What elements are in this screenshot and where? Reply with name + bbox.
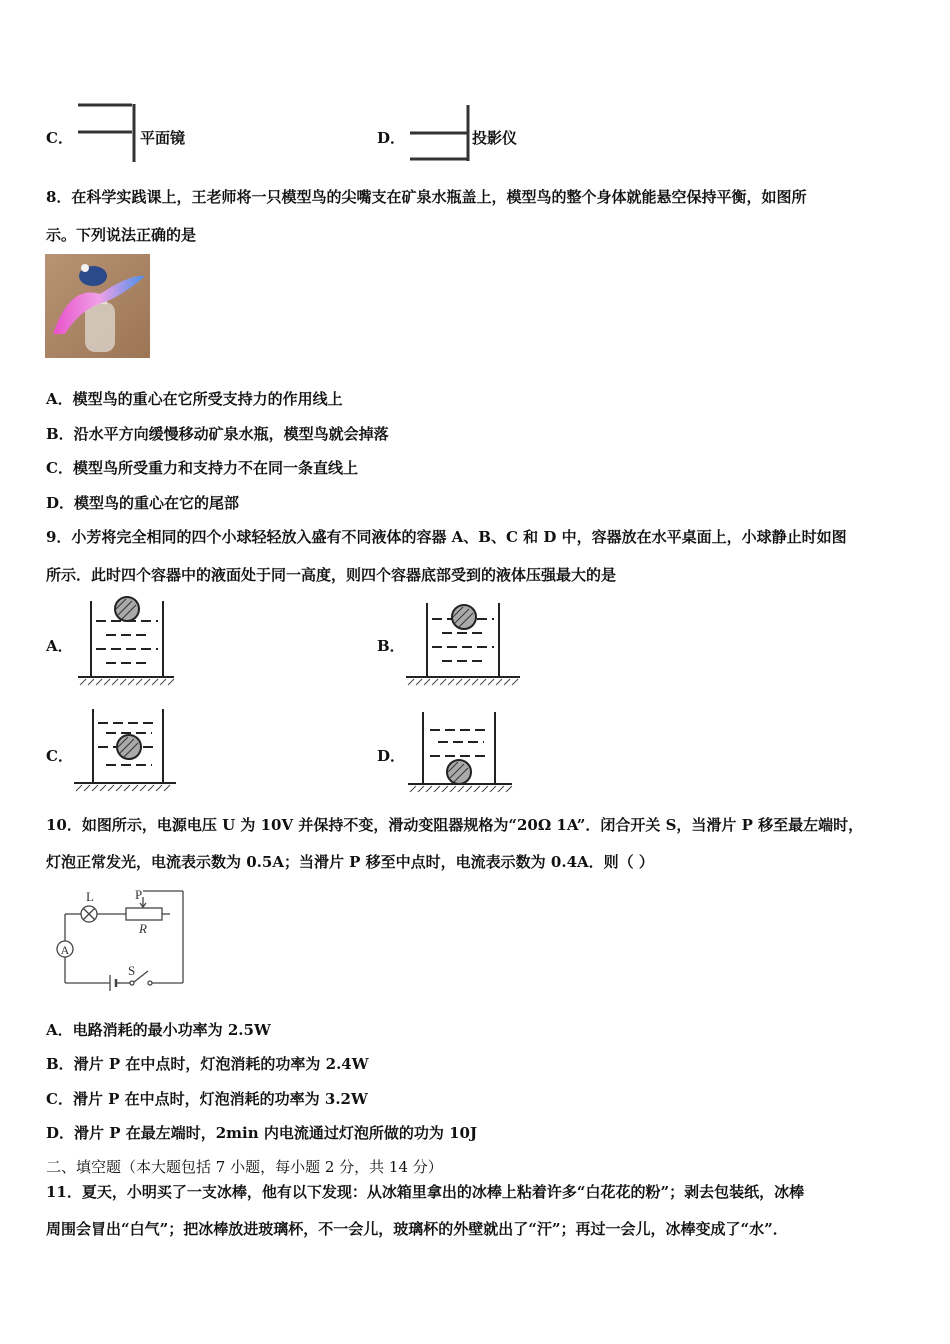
- container-d-figure: [406, 708, 516, 796]
- q11-stem-line1: 11．夏天，小明买了一支冰棒，他有以下发现：从冰箱里拿出的冰棒上粘着许多“白花花的粉”；剥去包装纸，冰棒: [46, 1183, 805, 1201]
- q8-option-c: C．模型鸟所受重力和支持力不在同一条直线上: [46, 459, 358, 477]
- container-a-figure: [76, 593, 176, 689]
- q9-stem-line1: 9．小芳将完全相同的四个小球轻轻放入盛有不同液体的容器 A、B、C 和 D 中，容器放在水平桌面上，小球静止时如图: [46, 528, 847, 546]
- q10-option-d: D．滑片 P 在最左端时，2min 内电流通过灯泡所做的功为 10J: [46, 1124, 478, 1142]
- q9-label-d: D．: [377, 747, 406, 765]
- lamp-label: L: [86, 889, 94, 904]
- q7-option-c-letter: C．: [46, 129, 73, 147]
- q10-option-c: C．滑片 P 在中点时，灯泡消耗的功率为 3.2W: [46, 1090, 368, 1108]
- q10-stem-line2: 灯泡正常发光，电流表示数为 0.5A；当滑片 P 移至中点时，电流表示数为 0.4A．则（ ）: [46, 853, 654, 871]
- q8-stem-line2: 示。下列说法正确的是: [46, 226, 197, 244]
- q9-stem-line2: 所示．此时四个容器中的液面处于同一高度，则四个容器底部受到的液体压强最大的是: [46, 566, 617, 584]
- resistor-label: R: [139, 921, 147, 936]
- projector-figure: [406, 103, 472, 163]
- q9-label-a: A．: [46, 637, 73, 655]
- q8-option-b: B．沿水平方向缓慢移动矿泉水瓶，模型鸟就会掉落: [46, 425, 389, 443]
- q9-label-b: B．: [377, 637, 405, 655]
- slider-label: P: [135, 887, 143, 902]
- container-b-figure: [404, 597, 522, 689]
- q8-option-a: A．模型鸟的重心在它所受支持力的作用线上: [46, 390, 343, 408]
- q7-option-c-label: 平面镜: [140, 129, 186, 147]
- switch-label: S: [128, 963, 136, 978]
- q10-option-b: B．滑片 P 在中点时，灯泡消耗的功率为 2.4W: [46, 1055, 369, 1073]
- model-bird-photo: [45, 254, 150, 358]
- q10-option-a: A．电路消耗的最小功率为 2.5W: [46, 1021, 271, 1039]
- q7-option-d-letter: D．: [377, 129, 406, 147]
- q7-option-d-label: 投影仪: [472, 129, 518, 147]
- q11-stem-line2: 周围会冒出“白气”；把冰棒放进玻璃杯，不一会儿，玻璃杯的外壁就出了“汗”；再过一会儿，冰棒变成了“水”．: [46, 1220, 788, 1238]
- q8-stem-line1: 8．在科学实践课上，王老师将一只模型鸟的尖嘴支在矿泉水瓶盖上，模型鸟的整个身体就能悬空保持平衡，如图所: [46, 188, 807, 206]
- plane-mirror-figure: [76, 102, 138, 164]
- q9-label-c: C．: [46, 747, 73, 765]
- q8-option-d: D．模型鸟的重心在它的尾部: [46, 494, 240, 512]
- section2-heading: 二、填空题（本大题包括 7 小题，每小题 2 分，共 14 分）: [46, 1158, 443, 1176]
- ammeter-label: A: [60, 943, 70, 957]
- container-c-figure: [72, 705, 178, 795]
- q10-stem-line1: 10．如图所示，电源电压 U 为 10V 并保持不变，滑动变阻器规格为“20Ω 1A”．闭合开关 S，当滑片 P 移至最左端时，: [46, 816, 864, 834]
- circuit-diagram: [52, 883, 192, 995]
